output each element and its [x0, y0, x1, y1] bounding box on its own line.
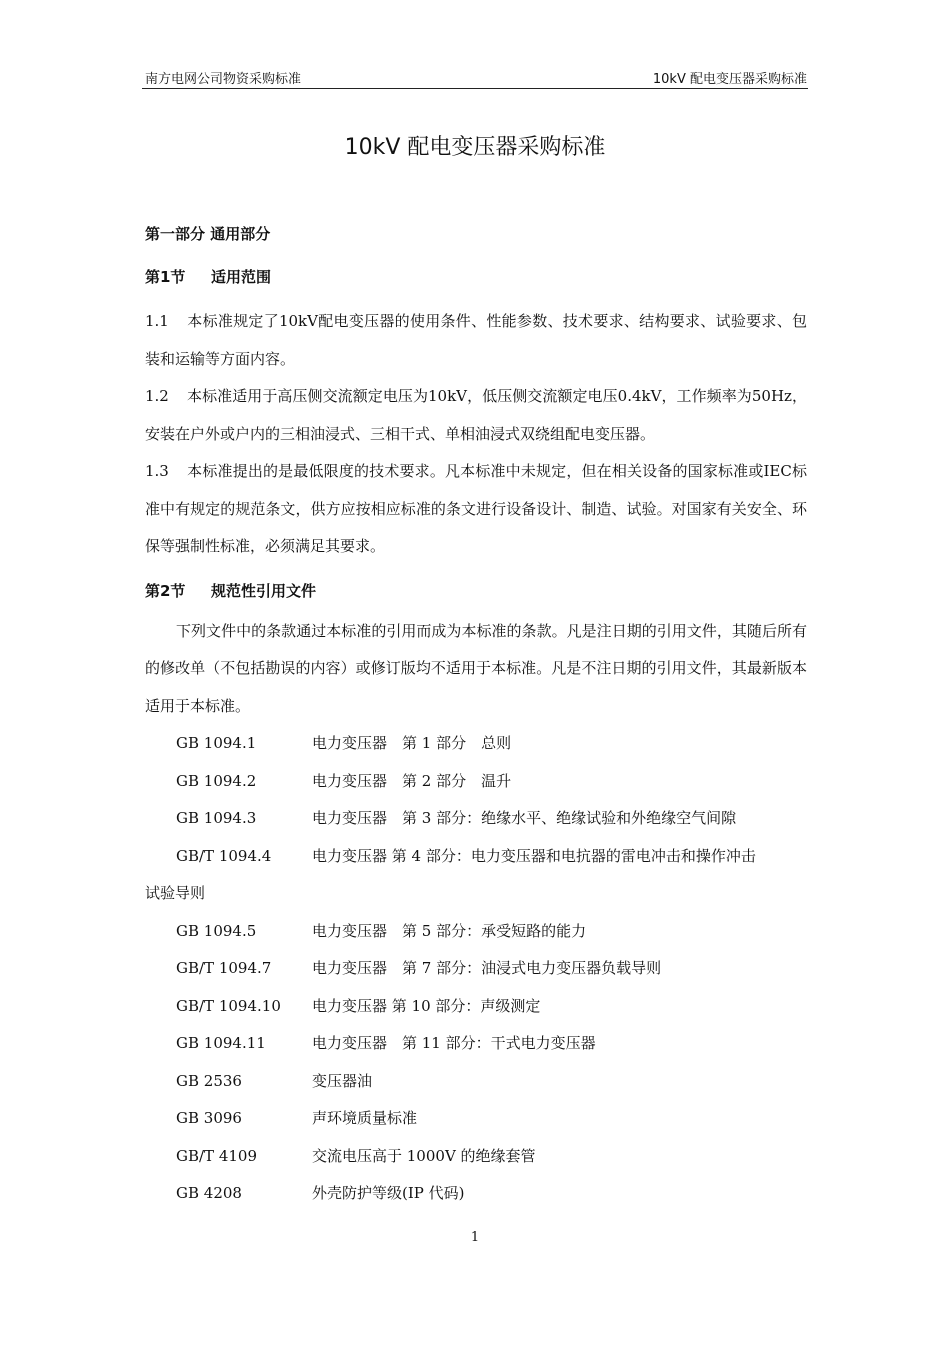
section-heading: [145, 579, 807, 603]
reference-code: GB 3096: [176, 1109, 242, 1127]
reference-title: 电力变压器 第 3 部分：绝缘水平、绝缘试验和外绝缘空气间隙: [312, 809, 737, 827]
section-number: 第1节: [145, 268, 186, 286]
reference-code: GB/T 4109: [176, 1146, 258, 1165]
document-body: [145, 222, 807, 1213]
clause-text: 本标准规定了10kV配电变压器的使用条件、性能参数、技术要求、结构要求、试验要求、包装和运输等方面内容。: [145, 312, 807, 368]
reference-title: 交流电压高于 1000V 的绝缘套管: [312, 1146, 536, 1165]
reference-item: [145, 1025, 807, 1063]
reference-code: GB/T 1094.7: [176, 959, 272, 977]
clause: [145, 453, 807, 566]
clause-text: 本标准适用于高压侧交流额定电压为10kV，低压侧交流额定电压0.4kV，工作频率为50Hz，安装在户外或户内的三相油浸式、三相干式、单相油浸式双绕组配电变压器。: [145, 387, 807, 443]
clause: [145, 378, 807, 453]
reference-code: GB 4208: [176, 1184, 242, 1202]
reference-code: GB 1094.2: [176, 771, 257, 790]
reference-item: [145, 725, 807, 763]
reference-code: GB/T 1094.4: [176, 846, 272, 865]
reference-item: [145, 1100, 807, 1138]
reference-code: GB/T 1094.10: [176, 996, 281, 1015]
clause-number: 1.3: [145, 462, 169, 480]
reference-title: 电力变压器 第 1 部分 总则: [312, 734, 512, 752]
reference-item: [145, 1138, 807, 1176]
reference-item: [145, 838, 807, 876]
reference-code: GB 1094.11: [176, 1034, 266, 1052]
clause-number: 1.1: [145, 312, 169, 330]
reference-title: 电力变压器 第 4 部分：电力变压器和电抗器的雷电冲击和操作冲击: [312, 846, 756, 865]
reference-title: 电力变压器 第 10 部分：声级测定: [312, 996, 541, 1015]
reference-item: [145, 1063, 807, 1101]
reference-title: 电力变压器 第 5 部分：承受短路的能力: [312, 921, 587, 940]
header-left: 南方电网公司物资采购标准: [145, 72, 302, 87]
reference-title: 变压器油: [312, 1071, 373, 1090]
reference-item: [145, 913, 807, 951]
reference-code: GB 1094.3: [176, 809, 257, 827]
reference-item: [145, 763, 807, 801]
reference-item: [145, 800, 807, 838]
reference-title: 电力变压器 第 2 部分 温升: [312, 771, 512, 790]
reference-title: 外壳防护等级(IP 代码): [312, 1184, 465, 1202]
reference-item: [145, 1175, 807, 1213]
header-right: 10kV 配电变压器采购标准: [652, 72, 807, 87]
clause: [145, 303, 807, 378]
document-title: 10kV 配电变压器采购标准: [344, 135, 606, 160]
section-heading: [145, 265, 807, 289]
section-number: 第2节: [145, 581, 186, 600]
header-rule: [142, 88, 808, 89]
reference-code: GB 1094.5: [176, 921, 257, 940]
clause-number: 1.2: [145, 387, 169, 405]
section-title: 规范性引用文件: [211, 581, 317, 600]
page-number: 1: [470, 1230, 480, 1245]
reference-title: 电力变压器 第 11 部分：干式电力变压器: [312, 1034, 596, 1052]
reference-code: GB 1094.1: [176, 734, 257, 752]
reference-title: 电力变压器 第 7 部分：油浸式电力变压器负载导则: [312, 959, 662, 977]
part-heading: 第一部分 通用部分: [145, 225, 271, 243]
reference-item: [145, 950, 807, 988]
clause-text: 本标准提出的是最低限度的技术要求。凡本标准中未规定，但在相关设备的国家标准或IEC标准中有规定的规范条文，供方应按相应标准的条文进行设备设计、制造、试验。对国家有关安全、环保等强制性标准，必须满足其要求。: [145, 462, 807, 555]
section-title: 适用范围: [211, 268, 272, 286]
intro-paragraph: 下列文件中的条款通过本标准的引用而成为本标准的条款。凡是注日期的引用文件，其随后所有的修改单（不包括勘误的内容）或修订版均不适用于本标准。凡是不注日期的引用文件，其最新版本适用于本标准。: [145, 621, 807, 715]
reference-item: [145, 988, 807, 1026]
reference-title: 声环境质量标准: [312, 1109, 418, 1127]
reference-code: GB 2536: [176, 1071, 242, 1090]
reference-list: [145, 725, 807, 1213]
reference-continuation: 试验导则: [145, 884, 206, 902]
